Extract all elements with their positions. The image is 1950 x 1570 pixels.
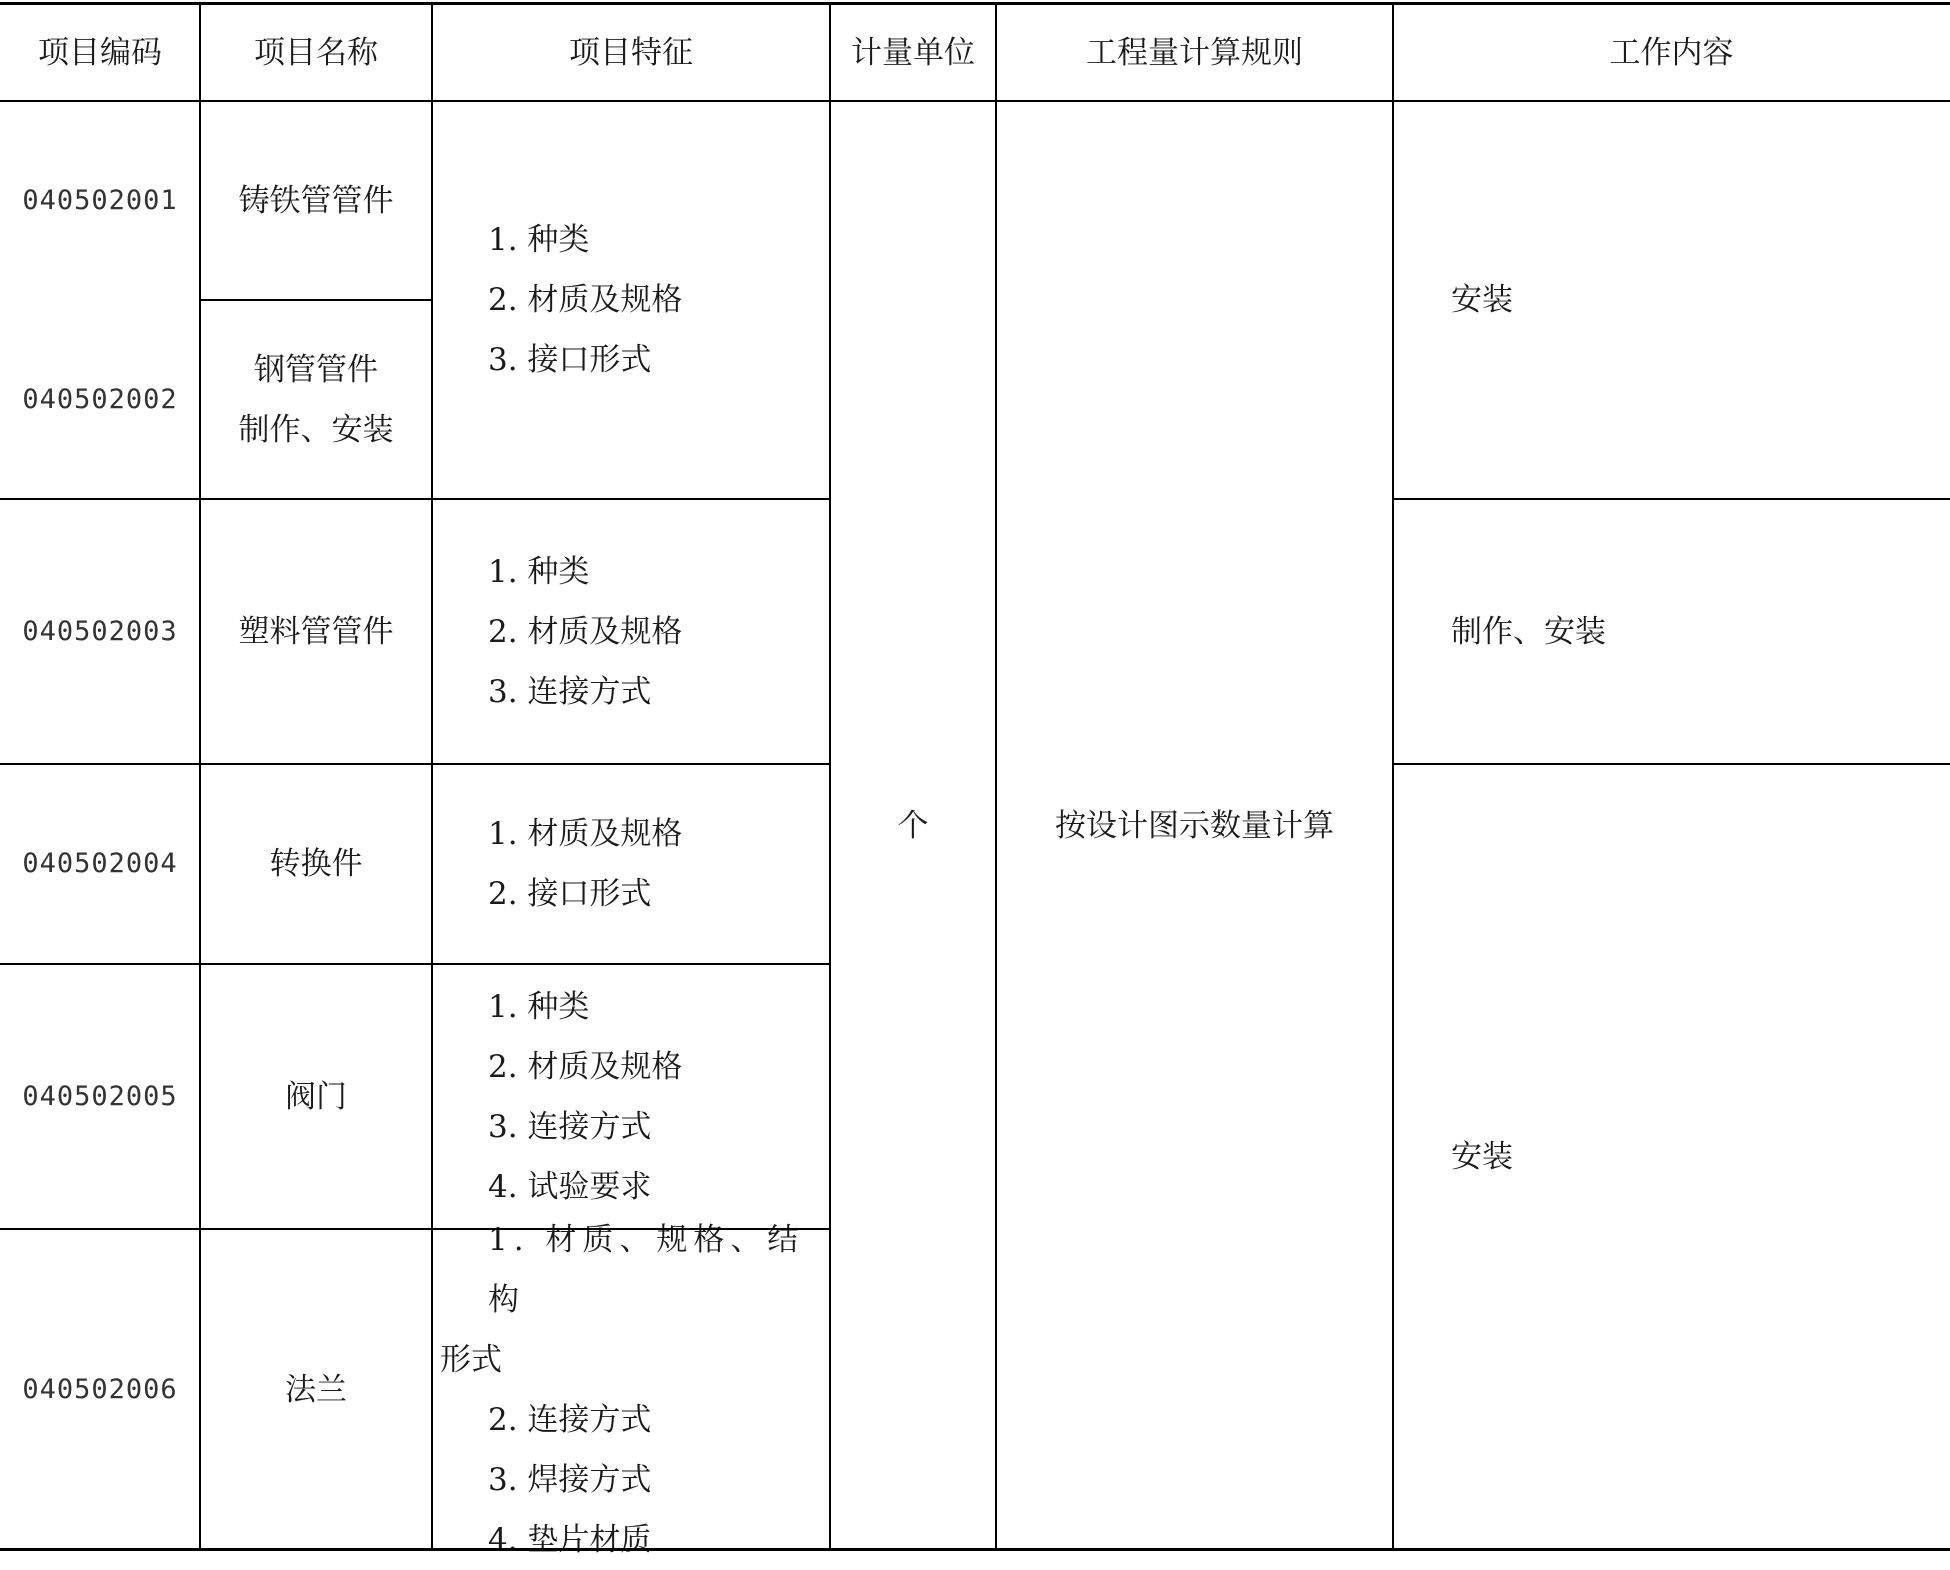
features-list: 1. 种类 2. 材质及规格 3. 接口形式 — [488, 222, 683, 378]
table-row-code: 040502005 — [22, 1080, 178, 1112]
table-row-code: 040502003 — [22, 615, 178, 647]
row-divider — [1393, 498, 1950, 500]
table-row-code: 040502004 — [22, 848, 178, 879]
column-divider — [1392, 2, 1394, 1551]
table-row-code: 040502002 — [22, 383, 178, 415]
header-name: 项目名称 — [254, 34, 378, 71]
work-content: 制作、安装 — [1451, 613, 1606, 650]
features-list: 1. 种类 2. 材质及规格 3. 连接方式 4. 试验要求 — [488, 988, 683, 1205]
column-divider — [431, 2, 433, 1551]
table-row-name: 转换件 — [269, 846, 363, 882]
row-divider — [0, 498, 830, 500]
row-divider — [200, 299, 432, 301]
column-divider — [199, 2, 201, 1551]
header-code: 项目编码 — [38, 34, 162, 71]
row-divider — [1393, 763, 1950, 765]
header-work: 工作内容 — [1609, 34, 1734, 71]
table-border-bottom — [0, 1548, 1950, 1551]
table-row-name: 法兰 — [285, 1371, 347, 1408]
features-list: 1. 材质及规格 2. 接口形式 — [488, 816, 683, 912]
work-content: 安装 — [1451, 1139, 1513, 1175]
header-unit: 计量单位 — [851, 34, 975, 71]
row-divider — [0, 763, 830, 765]
table-row-name: 铸铁管管件 — [238, 182, 394, 219]
work-content: 安装 — [1451, 282, 1513, 318]
unit-cell: 个 — [897, 807, 929, 844]
header-features: 项目特征 — [569, 34, 693, 71]
table-row-name: 钢管管件 制作、安装 — [238, 351, 394, 448]
features-list: 1. 材质、规格、结构 形式 2. 连接方式 3. 焊接方式 4. 垫片材质 — [440, 1221, 805, 1558]
rule-cell: 按设计图示数量计算 — [1055, 807, 1334, 844]
table-row-name: 阀门 — [285, 1078, 347, 1115]
column-divider — [829, 2, 831, 1551]
table-border-top — [0, 2, 1950, 5]
row-divider — [0, 1228, 830, 1230]
header-rule: 工程量计算规则 — [1086, 34, 1303, 71]
header-divider — [0, 100, 1950, 102]
features-list: 1. 种类 2. 材质及规格 3. 连接方式 — [488, 553, 683, 710]
row-divider — [0, 963, 830, 965]
table-row-name: 塑料管管件 — [238, 613, 394, 650]
table-row-code: 040502001 — [22, 184, 178, 216]
table-row-code: 040502006 — [22, 1373, 178, 1405]
column-divider — [995, 2, 997, 1551]
